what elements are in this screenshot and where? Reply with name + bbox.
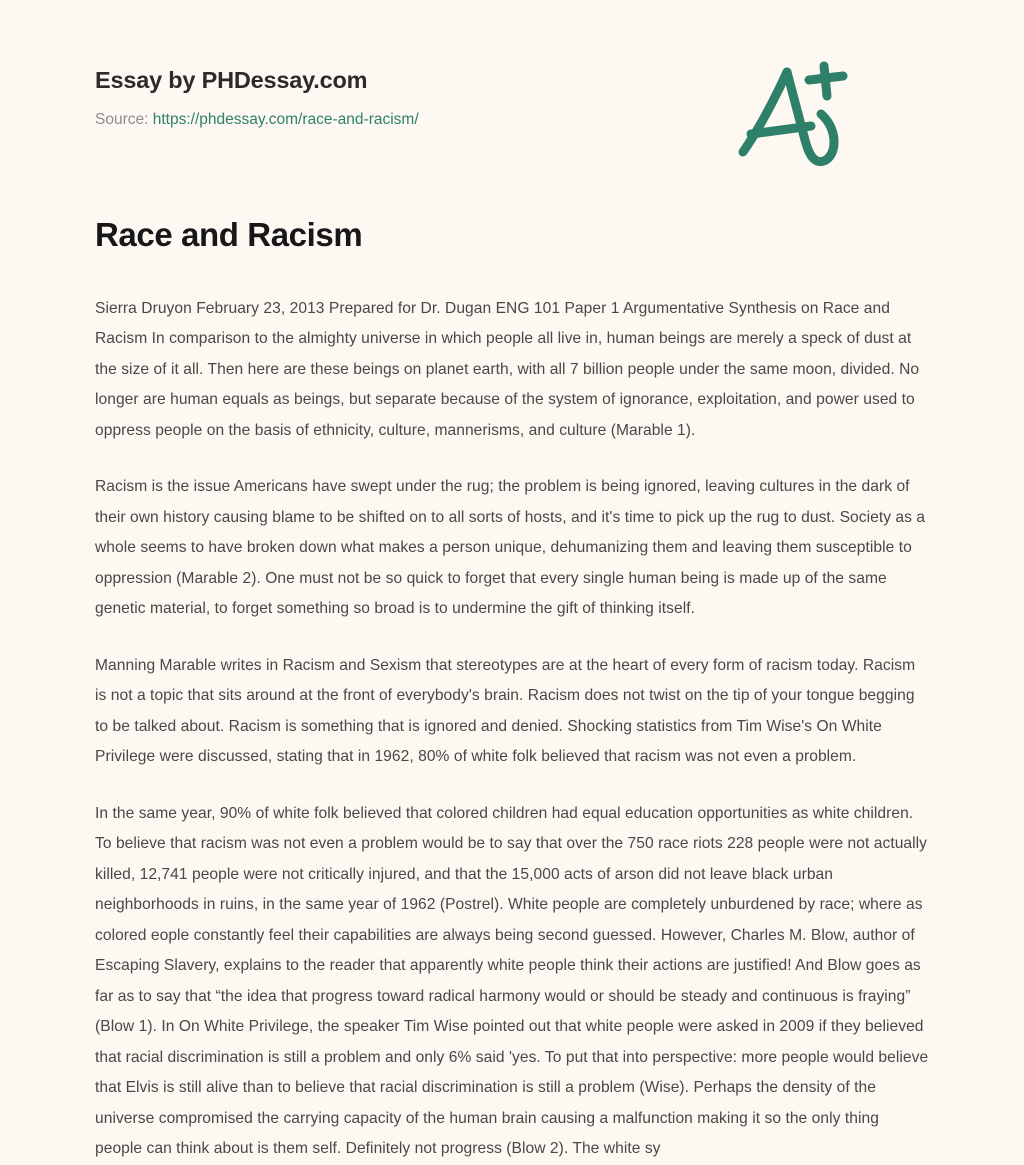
article-body [95, 254, 929, 1165]
source-url-link[interactable]: https://phdessay.com/race-and-racism/ [152, 110, 419, 128]
article-paragraph: Manning Marable writes in Racism and Sexism that stereotypes are at the heart of every form of racism today. Racism is not a topic that sits around at the front of everybody's brain. Racism does not twist on the tip of your tongue begging to be talked about. Racism is something that is ignored and denied. Shocking statistics from Tim Wise's On White Privilege were discussed, stating that in 1962, 80% of white folk believed that racism was not even a problem. [95, 656, 916, 766]
document-header [95, 0, 929, 128]
brand-title: Essay by PHDessay.com [95, 67, 368, 93]
page-title: Race and Racism [95, 216, 363, 253]
aplus-logo-icon [731, 56, 851, 168]
article-paragraph: In the same year, 90% of white folk believed that colored children had equal education opportunities as white children. To believe that racism was not even a problem would be to say that over the 750 race riots 228 people were not actually killed, 12,741 people were not critically injured, and that the 15,000 acts of arson did not leave black urban neighborhoods in ruins, in the same year of 1962 (Postrel). White people are completely unburdened by race; where as colored eople constantly feel their capabilities are always being second guessed. However, Charles M. Blow, author of Escaping Slavery, explains to the reader that apparently white people think their actions are justified! And Blow goes as far as to say that “the idea that progress toward radical harmony would or should be steady and continuous is fraying” (Blow 1). In On White Privilege, the speaker Tim Wise pointed out that white people were asked in 2009 if they believed that racial discrimination is still a problem and only 6% said 'yes. To put that into perspective: more people would believe that Elvis is still alive than to believe that racial discrimination is still a problem (Wise). Perhaps the density of the universe compromised the carrying capacity of the human brain causing a malfunction making it so the only thing people can think about is them self. Definitely not progress (Blow 2). The white sy [95, 804, 929, 1158]
source-label: Source: [95, 110, 149, 128]
article-paragraph: Racism is the issue Americans have swept under the rug; the problem is being ignored, leaving cultures in the dark of their own history causing blame to be shifted on to all sorts of hosts, and it's time to pick up the rug to dust. Society as a whole seems to have broken down what makes a person unique, dehumanizing them and leaving them susceptible to oppression (Marable 2). One must not be so quick to forget that every single human being is made up of the same genetic material, to forget something so broad is to undermine the gift of thinking itself. [95, 478, 926, 618]
article-paragraph: Sierra Druyon February 23, 2013 Prepared for Dr. Dugan ENG 101 Paper 1 Argumentative Synthesis on Race and Racism In comparison to the almighty universe in which people all live in, human beings are merely a speck of dust at the size of it all. Then here are these beings on planet earth, with all 7 billion people under the same moon, divided. No longer are human equals as beings, but separate because of the system of ignorance, exploitation, and power used to oppress people on the basis of ethnicity, culture, mannerisms, and culture (Marable 1). [95, 299, 920, 439]
